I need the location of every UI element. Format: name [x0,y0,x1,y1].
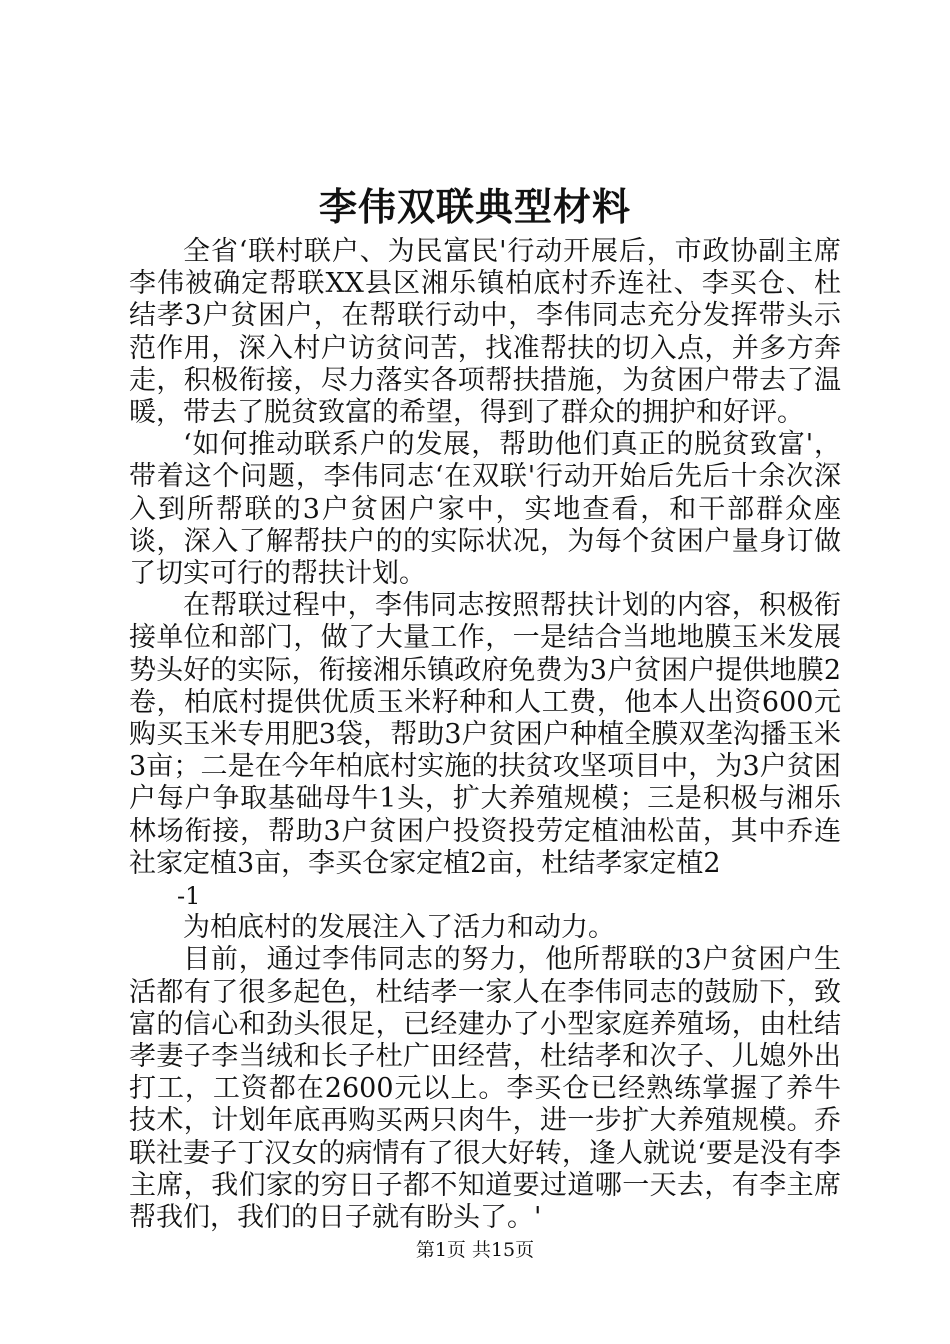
paragraph-plan: ‘如何推动联系户的发展，帮助他们真正的脱贫致富'，带着这个问题，李伟同志‘在双联'行动开始后先后十余次深入到所帮联的3户贫困户家中，实地查看，和干部群众座谈，深入了解帮扶户的的实际状况，为每个贫困户量身订做了切实可行的帮扶计划。 [129,429,841,590]
document-body [129,236,841,1234]
paragraph-results: 目前，通过李伟同志的努力，他所帮联的3户贫困户生活都有了很多起色，杜结孝一家人在李伟同志的鼓励下，致富的信心和劲头很足，已经建办了小型家庭养殖场，由杜结孝妻子李当绒和长子杜广田经营，杜结孝和次子、儿媳外出打工，工资都在2600元以上。李买仓已经熟练掌握了养牛技术，计划年底再购买两只肉牛，进一步扩大养殖规模。乔联社妻子丁汉女的病情有了很大好转，逢人就说‘要是没有李主席，我们家的穷日子都不知道要过道哪一天去，有李主席帮我们，我们的日子就有盼头了。' [129,944,841,1234]
page-break-mark: -1 [177,882,201,911]
paragraph-intro: 全省‘联村联户、为民富民'行动开展后，市政协副主席李伟被确定帮联XX县区湘乐镇柏底村乔连社、李买仓、杜结孝3户贫困户，在帮联行动中，李伟同志充分发挥带头示范作用，深入村户访贫问苦，找准帮扶的切入点，并多方奔走，积极衔接，尽力落实各项帮扶措施，为贫困户带去了温暖，带去了脱贫致富的希望，得到了群众的拥护和好评。 [129,236,841,429]
paragraph-actions: 在帮联过程中，李伟同志按照帮扶计划的内容，积极衔接单位和部门，做了大量工作，一是结合当地地膜玉米发展势头好的实际，衔接湘乐镇政府免费为3户贫困户提供地膜2卷，柏底村提供优质玉米籽种和人工费，他本人出资600元购买玉米专用肥3袋，帮助3户贫困户种植全膜双垄沟播玉米3亩；二是在今年柏底村实施的扶贫攻坚项目中，为3户贫困户每户争取基础母牛1头，扩大养殖规模；三是积极与湘乐林场衔接，帮助3户贫困户投资投劳定植油松苗，其中乔连社家定植3亩，李买仓家定植2亩，杜结孝家定植2 [129,590,841,879]
document-title: 李伟双联典型材料 [318,184,631,229]
page-footer: 第1页 共15页 [415,1239,535,1261]
paragraph-continuation: 为柏底村的发展注入了活力和动力。 [183,912,615,944]
